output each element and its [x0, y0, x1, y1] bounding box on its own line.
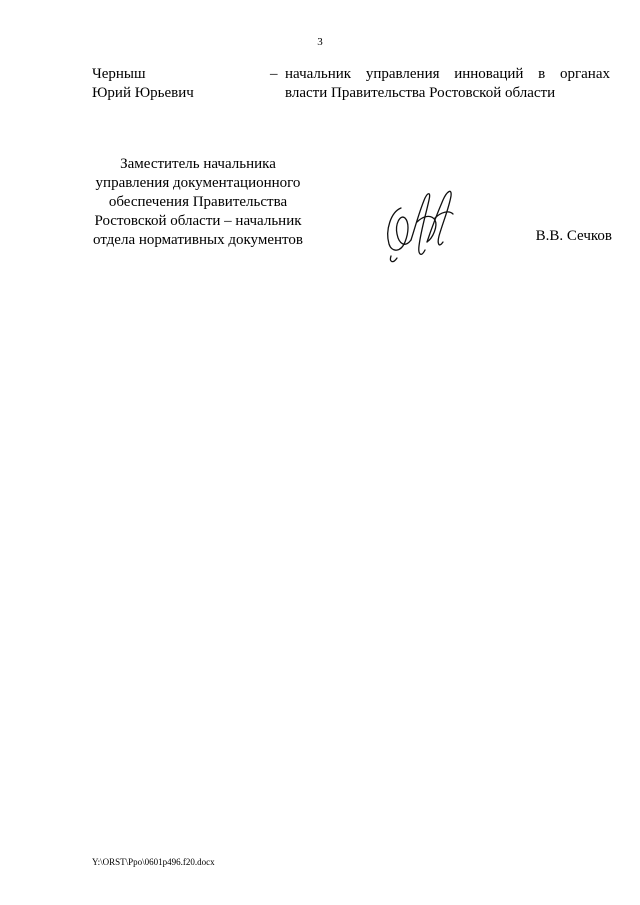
- member-position-line-1: начальник управления инноваций в органах: [285, 66, 610, 82]
- page-number: 3: [317, 36, 323, 48]
- signer-title-line-4: Ростовской области – начальник: [94, 213, 302, 229]
- signer-title-line-1: Заместитель начальника: [120, 156, 276, 172]
- signer-title: [78, 155, 318, 250]
- signer-title-line-2: управления документационного: [95, 175, 301, 191]
- file-path: Y:\ORST\Ppo\0601p496.f20.docx: [92, 857, 215, 867]
- member-surname: Черныш: [92, 66, 146, 82]
- signer-name: В.В. Сечков: [535, 228, 612, 244]
- member-position-line-2: власти Правительства Ростовской области: [285, 85, 556, 101]
- member-position: [285, 65, 610, 103]
- signer-title-line-5: отдела нормативных документов: [93, 232, 303, 248]
- member-given-names: Юрий Юрьевич: [92, 85, 194, 101]
- signature-icon: [375, 178, 465, 268]
- signer-title-line-3: обеспечения Правительства: [108, 194, 288, 210]
- member-name: [92, 65, 272, 103]
- member-dash: –: [270, 66, 278, 82]
